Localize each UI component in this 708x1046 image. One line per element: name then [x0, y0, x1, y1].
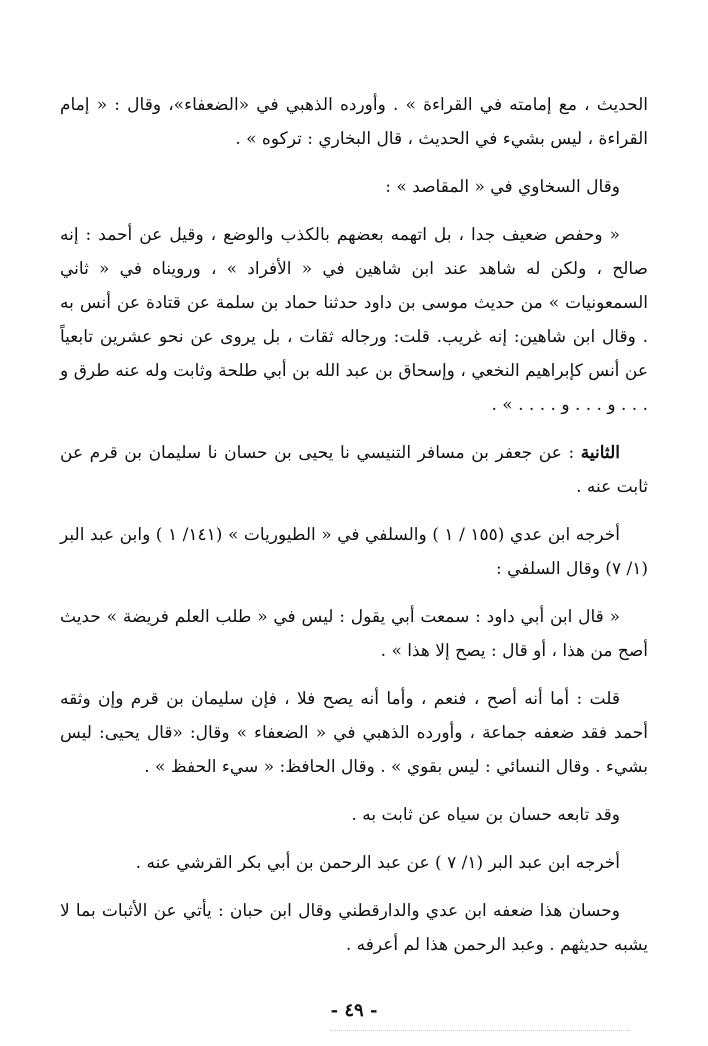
section-lead-label: الثانية [580, 443, 620, 463]
paragraph-7: قلت : أما أنه أصح ، فنعم ، وأما أنه يصح فلا ، فإن سليمان بن قرم وإن وثقه أحمد فقد ضعفه جماعة ، وأورده الذهبي في « الضعفاء » وقال: «قال يحيى: ليس بشيء . وقال النسائي : ليس بقوي » . وقال الحافظ: « سيء الحفظ » . [60, 689, 648, 777]
paragraph-10: وحسان هذا ضعفه ابن عدي والدارقطني وقال ابن حبان : يأتي عن الأثبات بما لا يشبه حديثهم . وعبد الرحمن هذا لم أعرفه . [60, 901, 648, 955]
scan-edge-artifact [330, 1030, 630, 1032]
paragraph-8: وقد تابعه حسان بن سياه عن ثابت به . [351, 805, 620, 825]
page-number: - ٤٩ - [330, 1000, 378, 1021]
paragraph-4-second-route: الثانية : عن جعفر بن مسافر التنيسي نا يحيى بن حسان نا سليمان بن قرم عن ثابت عنه . [60, 443, 648, 497]
paragraph-2: وقال السخاوي في « المقاصد » : [385, 177, 620, 197]
paragraph-9: أخرجه ابن عبد البر (١/ ٧ ) عن عبد الرحمن بن أبي بكر القرشي عنه . [135, 853, 620, 873]
paragraph-5: أخرجه ابن عدي (١٥٥ / ١ ) والسلفي في « الطيوريات » (١٤١/ ١ ) وابن عبد البر (١/ ٧) وقال السلفي : [60, 525, 648, 579]
body-text [60, 88, 648, 976]
paragraph-6-quote: « قال ابن أبي داود : سمعت أبي يقول : ليس في « طلب العلم فريضة » حديث أصح من هذا ، أو قال : يصح إلا هذا » . [60, 607, 648, 661]
paragraph-1: الحديث ، مع إمامته في القراءة » . وأورده الذهبي في «الضعفاء»، وقال : « إمام القراءة ، ليس بشيء في الحديث ، قال البخاري : تركوه » . [60, 95, 648, 149]
paragraph-3-quote: « وحفص ضعيف جدا ، بل اتهمه بعضهم بالكذب والوضع ، وقيل عن أحمد : إنه صالح ، ولكن له شاهد عند ابن شاهين في « الأفراد » ، ورويناه في « ثاني السمعونيات » من حديث موسى بن داود حدثنا حماد بن سلمة عن قتادة عن أنس به . وقال ابن شاهين: إنه غريب. قلت: ورجاله ثقات ، بل يروى عن نحو عشرين تابعياً عن أنس كإبراهيم النخعي ، وإسحاق بن عبد الله بن أبي طلحة وثابت وله عنه طرق و . . . و . . . و . . . . » . [60, 225, 648, 415]
